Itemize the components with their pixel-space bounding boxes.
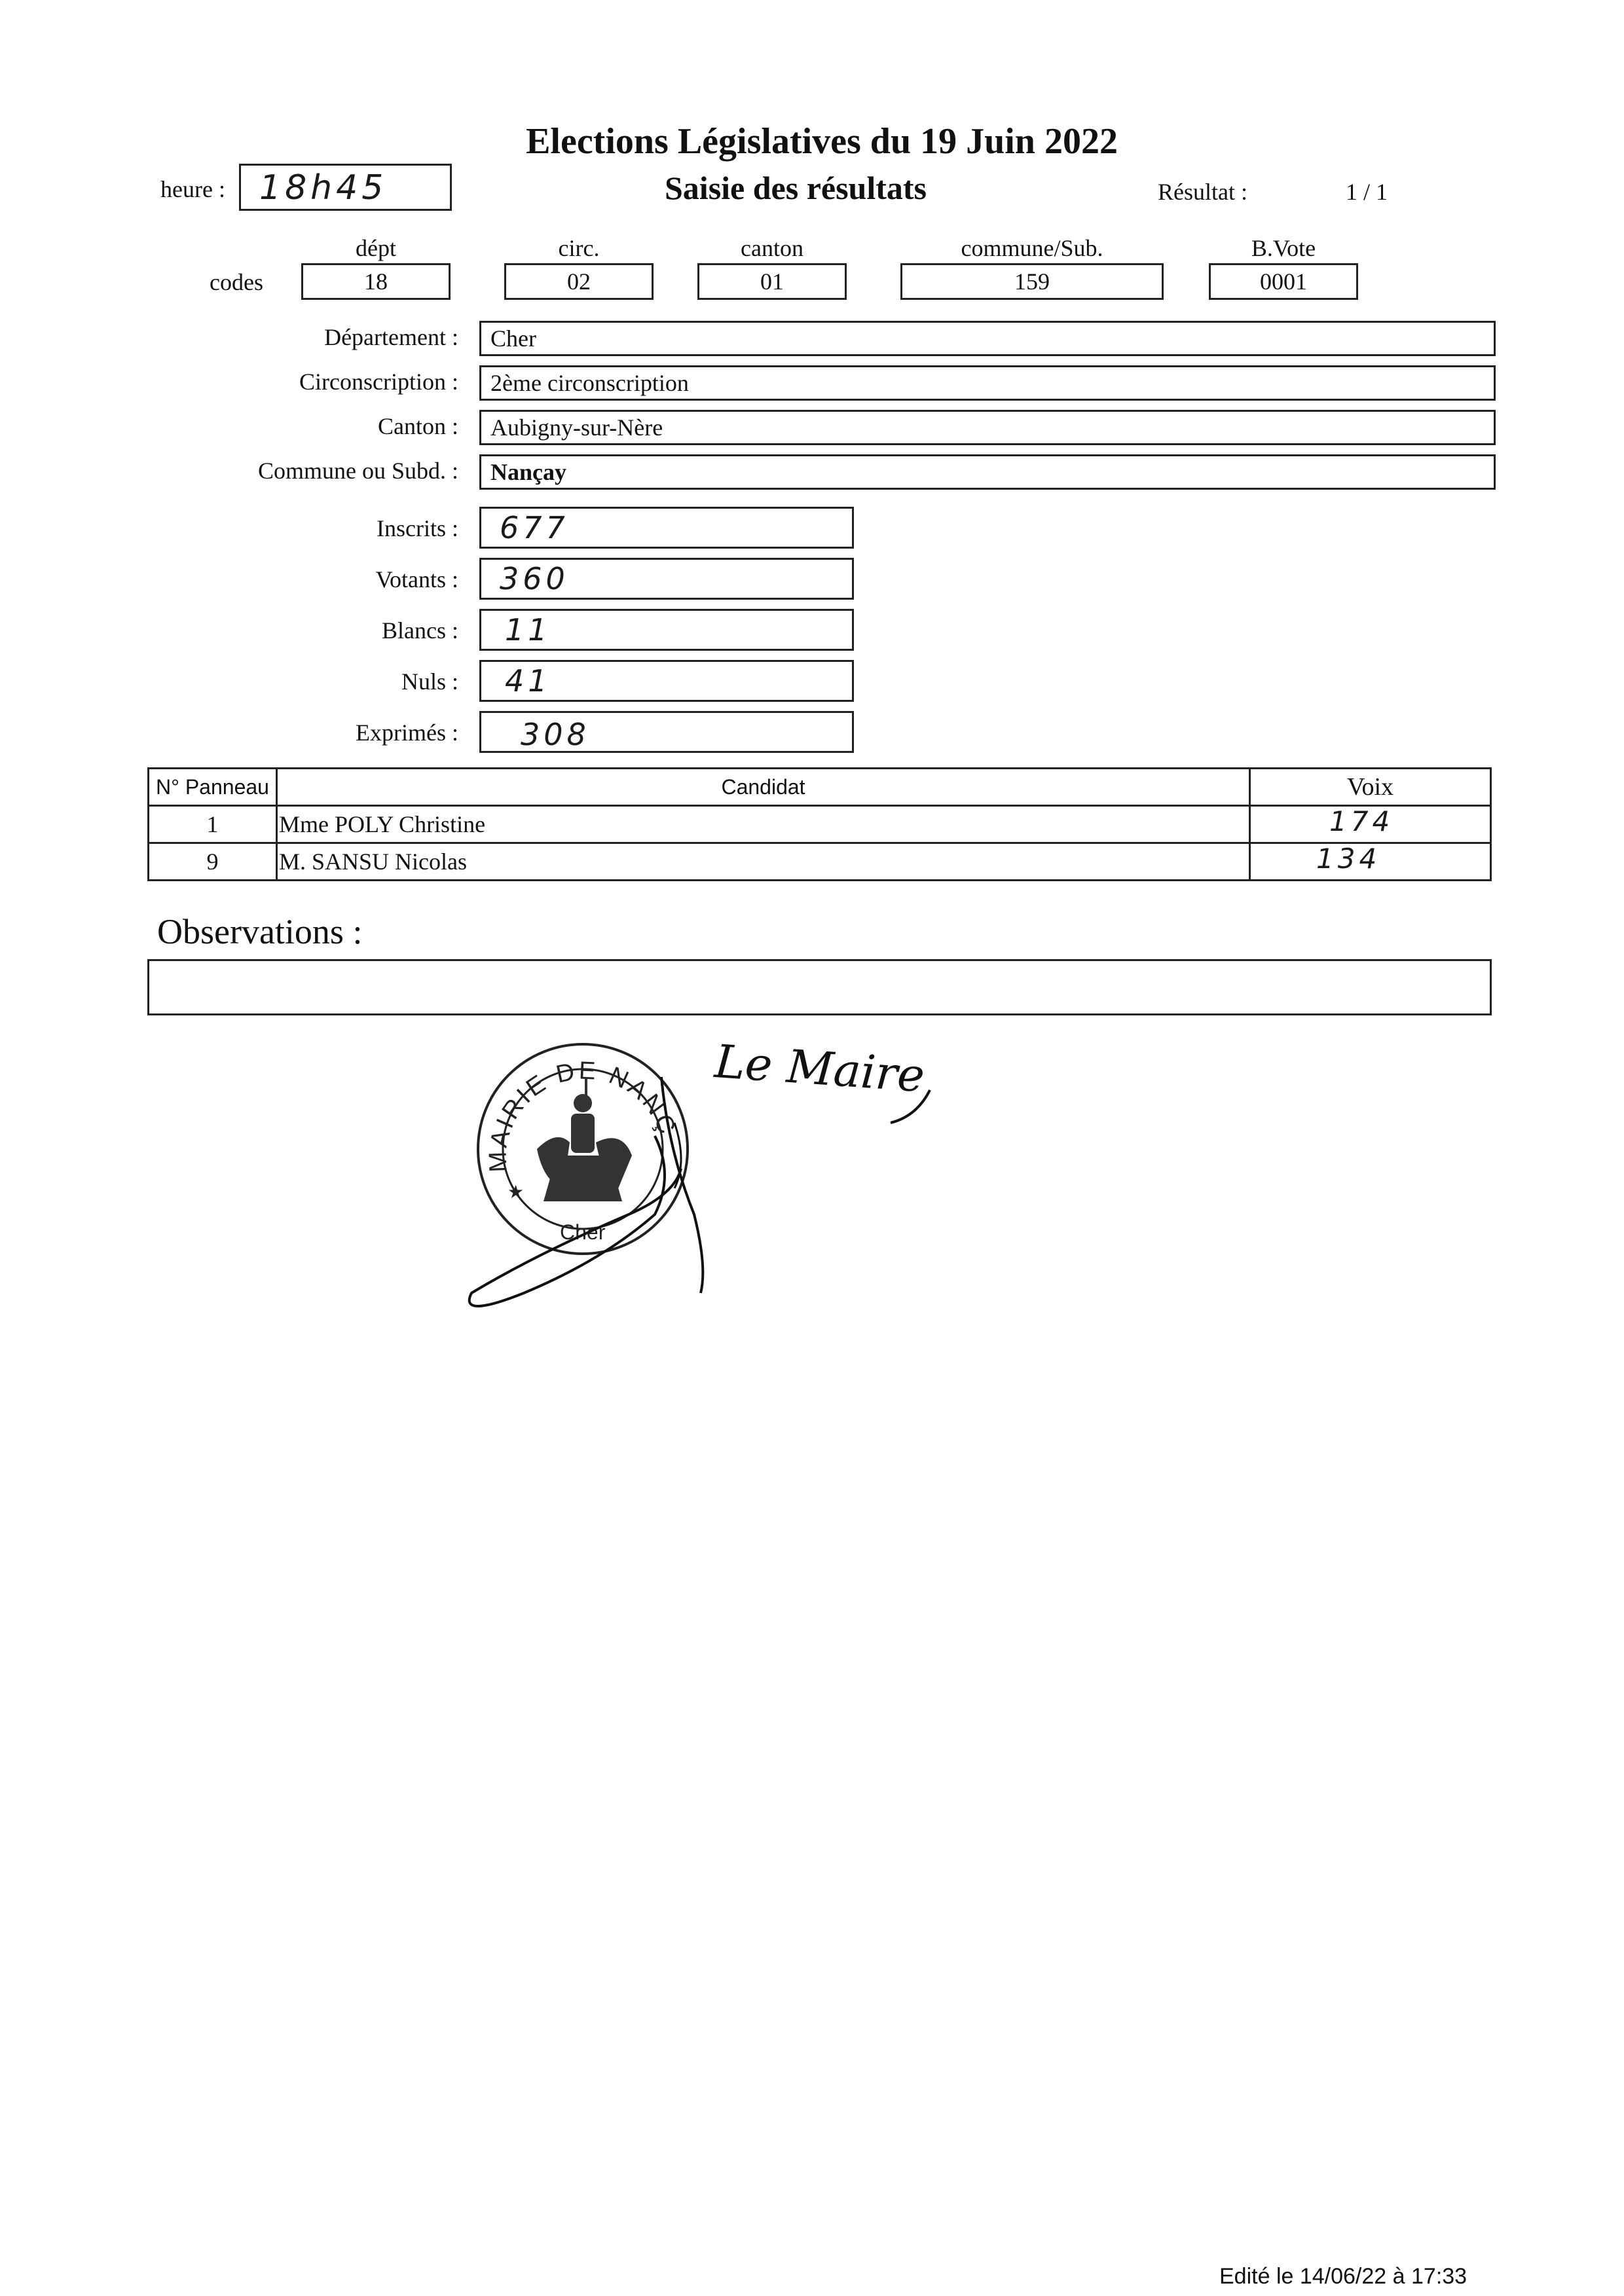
header-panneau: N° Panneau bbox=[149, 769, 277, 806]
circonscription-field: 2ème circonscription bbox=[479, 365, 1496, 401]
resultat-label: Résultat : bbox=[1158, 179, 1247, 205]
row-panneau: 9 bbox=[149, 843, 277, 881]
code-head-commune: commune/Sub. bbox=[961, 235, 1103, 261]
codes-label: codes bbox=[210, 269, 263, 295]
official-seal bbox=[458, 1018, 1048, 1319]
results-header-row bbox=[149, 769, 1491, 806]
departement-label: Département : bbox=[324, 324, 458, 350]
row-voix-value: 134 bbox=[1316, 843, 1381, 875]
blancs-label: Blancs : bbox=[382, 617, 458, 644]
code-head-dept: dépt bbox=[356, 235, 396, 261]
table-row bbox=[149, 806, 1491, 843]
nuls-label: Nuls : bbox=[401, 668, 458, 695]
inscrits-value: 677 bbox=[500, 510, 569, 545]
seal-sub: Cher bbox=[560, 1220, 606, 1244]
row-panneau: 1 bbox=[149, 806, 277, 843]
code-box-dept: 18 bbox=[301, 263, 451, 300]
blancs-box bbox=[479, 609, 854, 651]
observations-box bbox=[147, 959, 1492, 1015]
page-title: Elections Législatives du 19 Juin 2022 bbox=[526, 121, 1118, 162]
votants-label: Votants : bbox=[375, 566, 458, 592]
header-voix: Voix bbox=[1250, 769, 1491, 806]
code-box-circ: 02 bbox=[504, 263, 654, 300]
table-row bbox=[149, 843, 1491, 881]
departement-field: Cher bbox=[479, 321, 1496, 356]
canton-label: Canton : bbox=[378, 413, 458, 439]
code-box-commune: 159 bbox=[900, 263, 1164, 300]
resultat-value: 1 / 1 bbox=[1346, 179, 1388, 205]
code-box-bvote: 0001 bbox=[1209, 263, 1358, 300]
row-candidat: M. SANSU Nicolas bbox=[277, 843, 1250, 881]
votants-box bbox=[479, 558, 854, 600]
inscrits-label: Inscrits : bbox=[377, 515, 458, 541]
votants-value: 360 bbox=[500, 561, 569, 596]
code-box-canton: 01 bbox=[697, 263, 847, 300]
code-head-circ: circ. bbox=[558, 235, 600, 261]
observations-label: Observations : bbox=[157, 912, 363, 951]
row-voix bbox=[1250, 843, 1491, 881]
signature-text: Le Maire bbox=[712, 1034, 927, 1103]
inscrits-box bbox=[479, 507, 854, 549]
svg-text:★: ★ bbox=[507, 1182, 525, 1203]
edited-timestamp: Edité le 14/06/22 à 17:33 bbox=[1219, 2264, 1467, 2289]
row-voix bbox=[1250, 806, 1491, 843]
header-candidat: Candidat bbox=[277, 769, 1250, 806]
blancs-value: 11 bbox=[505, 612, 551, 647]
exprimes-value: 308 bbox=[521, 717, 590, 752]
nuls-value: 41 bbox=[505, 663, 551, 699]
row-voix-value: 174 bbox=[1329, 805, 1394, 837]
canton-field: Aubigny-sur-Nère bbox=[479, 410, 1496, 445]
commune-label: Commune ou Subd. : bbox=[257, 458, 458, 484]
heure-label: heure : bbox=[160, 176, 225, 202]
page-subtitle: Saisie des résultats bbox=[665, 170, 927, 206]
nuls-box bbox=[479, 660, 854, 702]
exprimes-box bbox=[479, 711, 854, 753]
heure-value: 18h45 bbox=[259, 168, 388, 208]
circonscription-label: Circonscription : bbox=[299, 369, 458, 395]
exprimes-label: Exprimés : bbox=[356, 720, 458, 746]
heure-box bbox=[239, 164, 452, 211]
code-head-bvote: B.Vote bbox=[1251, 235, 1316, 261]
row-candidat: Mme POLY Christine bbox=[277, 806, 1250, 843]
results-table bbox=[147, 767, 1492, 881]
commune-field: Nançay bbox=[479, 454, 1496, 490]
seal-text: MAIRIE DE NANÇ bbox=[484, 1057, 682, 1173]
code-head-canton: canton bbox=[741, 235, 803, 261]
